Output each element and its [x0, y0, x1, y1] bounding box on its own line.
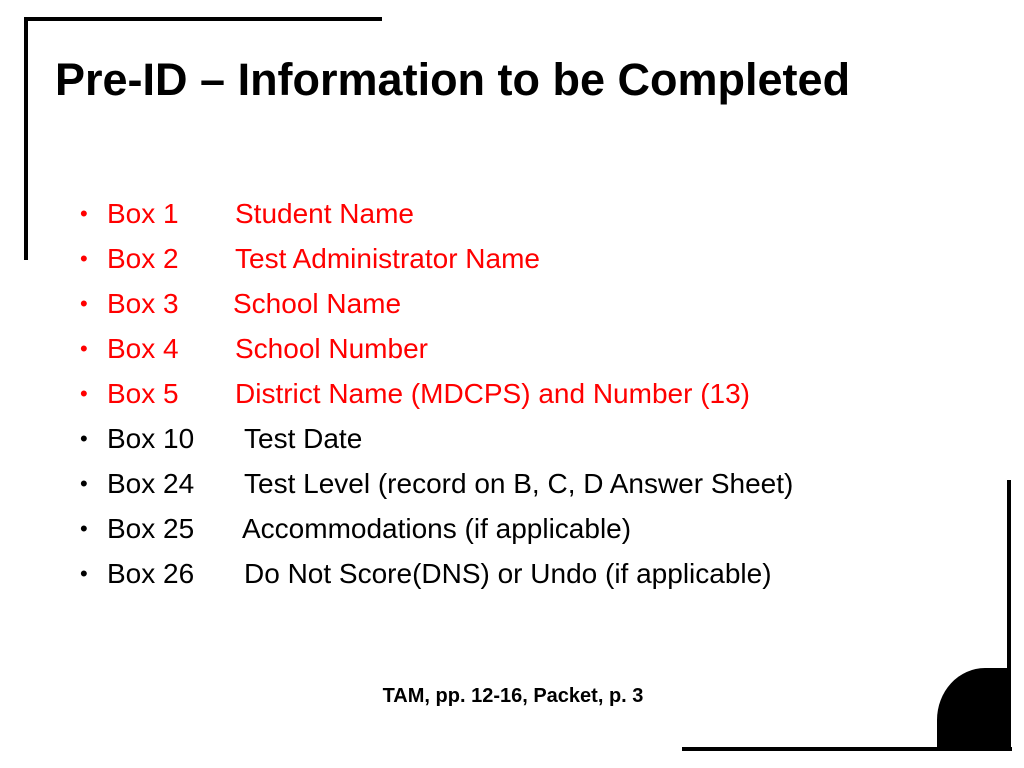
box-description: District Name (MDCPS) and Number (13)	[235, 378, 750, 409]
bullet-icon: •	[80, 291, 88, 316]
box-description: Test Level (record on B, C, D Answer Sheet)	[244, 468, 794, 499]
box-number: Box 25	[107, 513, 195, 544]
box-description: School Number	[235, 333, 428, 364]
slide-title: Pre-ID – Information to be Completed	[55, 54, 851, 105]
box-description: Test Administrator Name	[235, 243, 540, 274]
box-description: Do Not Score(DNS) or Undo (if applicable)	[244, 558, 772, 589]
footer-reference: TAM, pp. 12-16, Packet, p. 3	[382, 685, 644, 707]
frame-line-left	[24, 17, 28, 260]
frame-line-top	[24, 17, 382, 21]
box-number: Box 26	[107, 558, 195, 589]
bullet-icon: •	[80, 471, 88, 496]
box-description: School Name	[233, 288, 402, 319]
box-description: Test Date	[244, 423, 363, 454]
bullet-icon: •	[80, 381, 88, 406]
bullet-icon: •	[80, 201, 88, 226]
box-number: Box 10	[107, 423, 195, 454]
bullet-icon: •	[80, 516, 88, 541]
box-description: Accommodations (if applicable)	[242, 513, 632, 544]
bullet-icon: •	[80, 246, 88, 271]
box-number: Box 24	[107, 468, 195, 499]
bullet-icon: •	[80, 426, 88, 451]
bullet-icon: •	[80, 336, 88, 361]
box-number: Box 3	[107, 288, 179, 319]
box-number: Box 1	[107, 198, 179, 229]
frame-corner-decoration	[937, 668, 1011, 751]
box-number: Box 5	[107, 378, 179, 409]
box-description: Student Name	[235, 198, 414, 229]
bullet-icon: •	[80, 561, 88, 586]
box-number: Box 2	[107, 243, 179, 274]
box-number: Box 4	[107, 333, 179, 364]
